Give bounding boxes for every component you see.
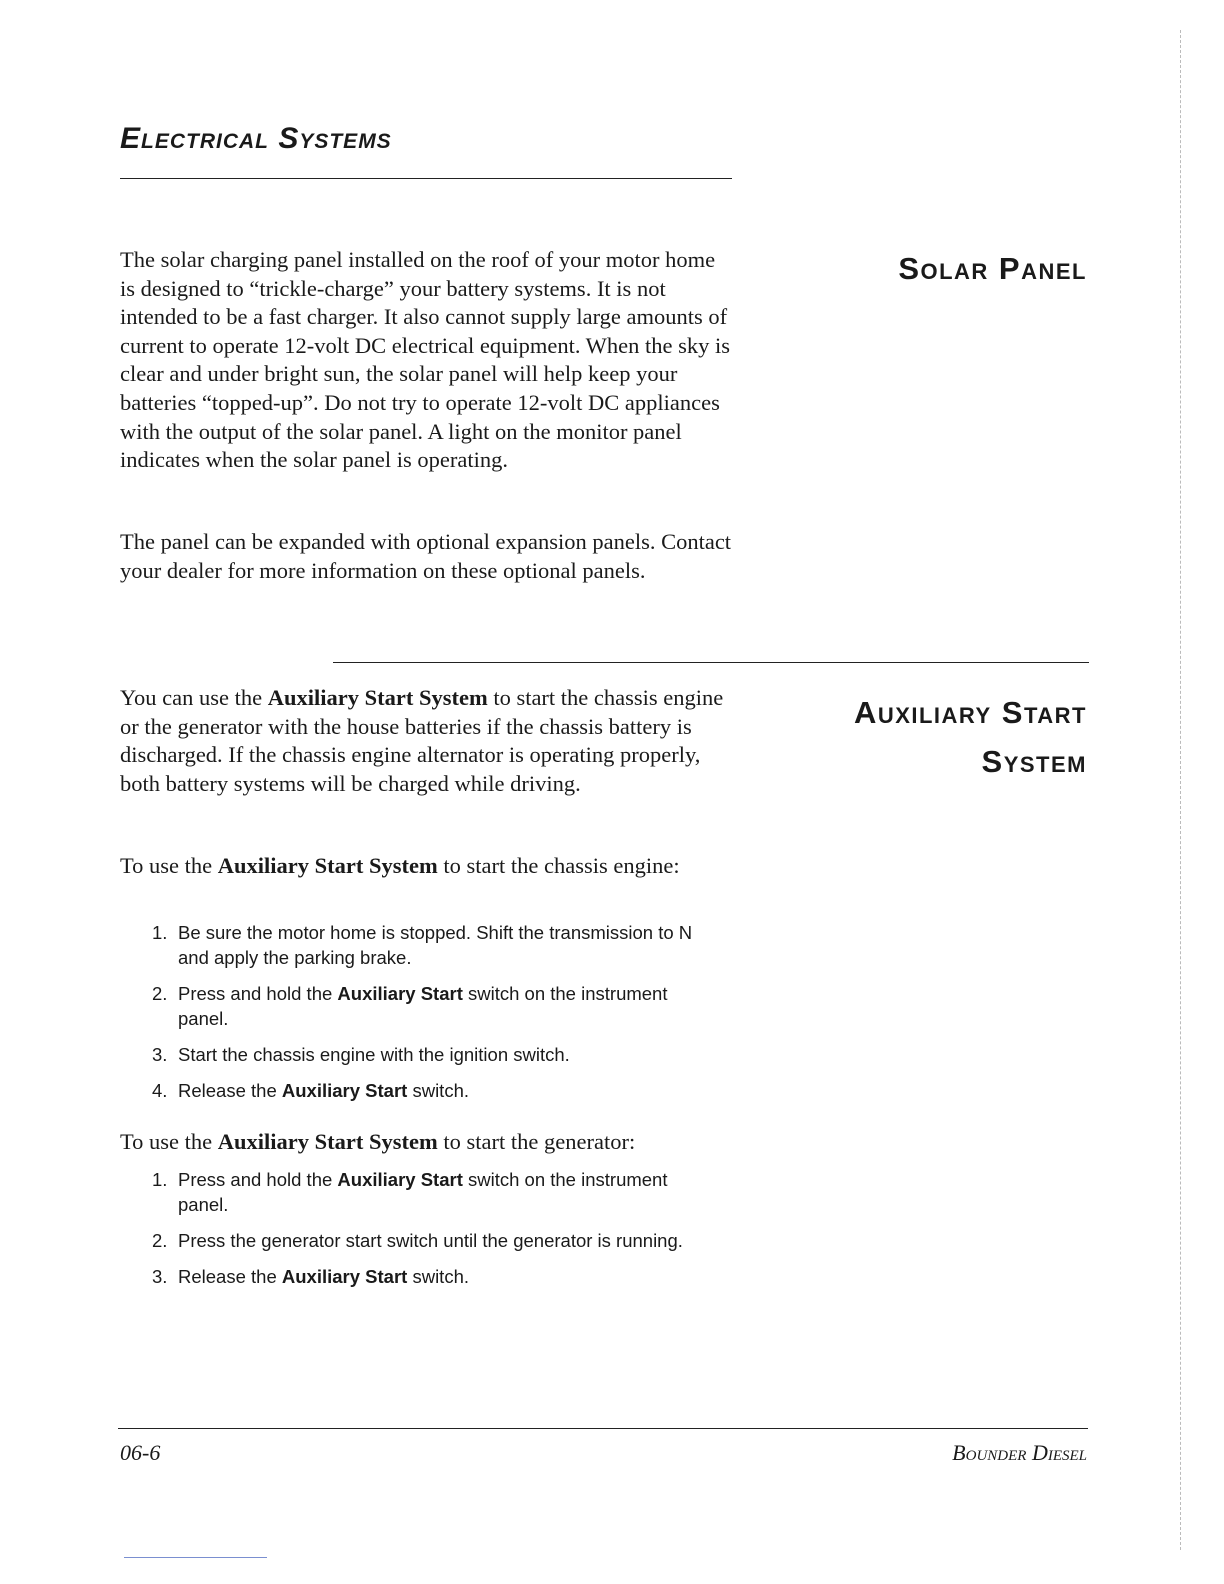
step-number: 4. [152,1080,168,1101]
step-text: Start the chassis engine with the ignition switch. [178,1044,570,1065]
generator-lead [120,1128,732,1157]
step-number: 1. [152,922,168,943]
aux-start-intro [120,684,732,798]
chassis-step [152,981,718,1031]
chassis-lead-pre: To use the [120,853,218,878]
aux-start-heading-line-2: System [981,744,1087,779]
step-text-post: switch on the instrument panel. [178,1169,668,1215]
scan-artifact-line [124,1557,267,1558]
manual-name: Bounder Diesel [952,1440,1087,1465]
step-number: 3. [152,1044,168,1065]
step-bold: Auxiliary Start [337,983,463,1004]
intro-bold: Auxiliary Start System [267,685,488,710]
step-text-post: switch on the instrument panel. [178,983,668,1029]
generator-lead-bold: Auxiliary Start System [217,1129,438,1154]
solar-panel-paragraph-1: The solar charging panel installed on the roof of your motor home is designed to “trickle-charge” your battery systems. It is not intended to be a fast charger. It also cannot supply large amounts of current to operate 12-volt DC electrical equipment. When the sky is clear and under bright sun, the solar panel will help keep your batteries “topped-up”. Do not try to operate 12-volt DC appliances with the output of the solar panel. A light on the monitor panel indicates when the solar panel is operating. [120,247,731,473]
step-number: 1. [152,1169,168,1190]
chassis-lead [120,852,732,881]
solar-panel-paragraph-2: The panel can be expanded with optional expansion panels. Contact your dealer for more information on these optional panels. [120,529,732,583]
chassis-steps-list [152,920,718,1114]
chassis-step [152,920,718,970]
step-text: Be sure the motor home is stopped. Shift the transmission to N and apply the parking brake. [178,922,693,968]
generator-step [152,1228,718,1253]
generator-step [152,1264,718,1289]
footer-rule [118,1428,1088,1429]
step-text-post: switch. [407,1266,469,1287]
generator-lead-post: to start the generator: [437,1129,636,1154]
step-text: Press and hold the [178,1169,338,1190]
step-text-post: switch. [407,1080,469,1101]
chapter-title: Electrical Systems [120,122,392,155]
chassis-step [152,1042,718,1067]
step-number: 3. [152,1266,168,1287]
page-number: 06-6 [120,1440,161,1465]
aux-start-heading [854,688,1087,786]
step-bold: Auxiliary Start [337,1169,463,1190]
solar-panel-heading: Solar Panel [898,251,1087,286]
chassis-step [152,1078,718,1103]
intro-pre: You can use the [120,685,268,710]
chassis-lead-post: to start the chassis engine: [437,853,680,878]
step-text: Release the [178,1080,282,1101]
step-text: Release the [178,1266,282,1287]
step-text: Press and hold the [178,983,338,1004]
intro-post: to start the chassis engine or the generator with the house batteries if the chassis battery is discharged. If the chassis engine alternator is operating properly, both battery systems will be charged while driving. [120,685,724,796]
header-rule [120,178,732,179]
step-bold: Auxiliary Start [281,1266,408,1287]
step-number: 2. [152,983,168,1004]
section-divider [333,662,1089,663]
step-number: 2. [152,1230,168,1251]
step-text: Press the generator start switch until the generator is running. [178,1230,683,1251]
chassis-lead-bold: Auxiliary Start System [217,853,438,878]
generator-step [152,1167,718,1217]
step-bold: Auxiliary Start [281,1080,408,1101]
generator-steps-list [152,1167,718,1300]
scan-edge-line [1180,30,1181,1550]
aux-start-heading-line-1: Auxiliary Start [853,695,1087,730]
generator-lead-pre: To use the [120,1129,218,1154]
